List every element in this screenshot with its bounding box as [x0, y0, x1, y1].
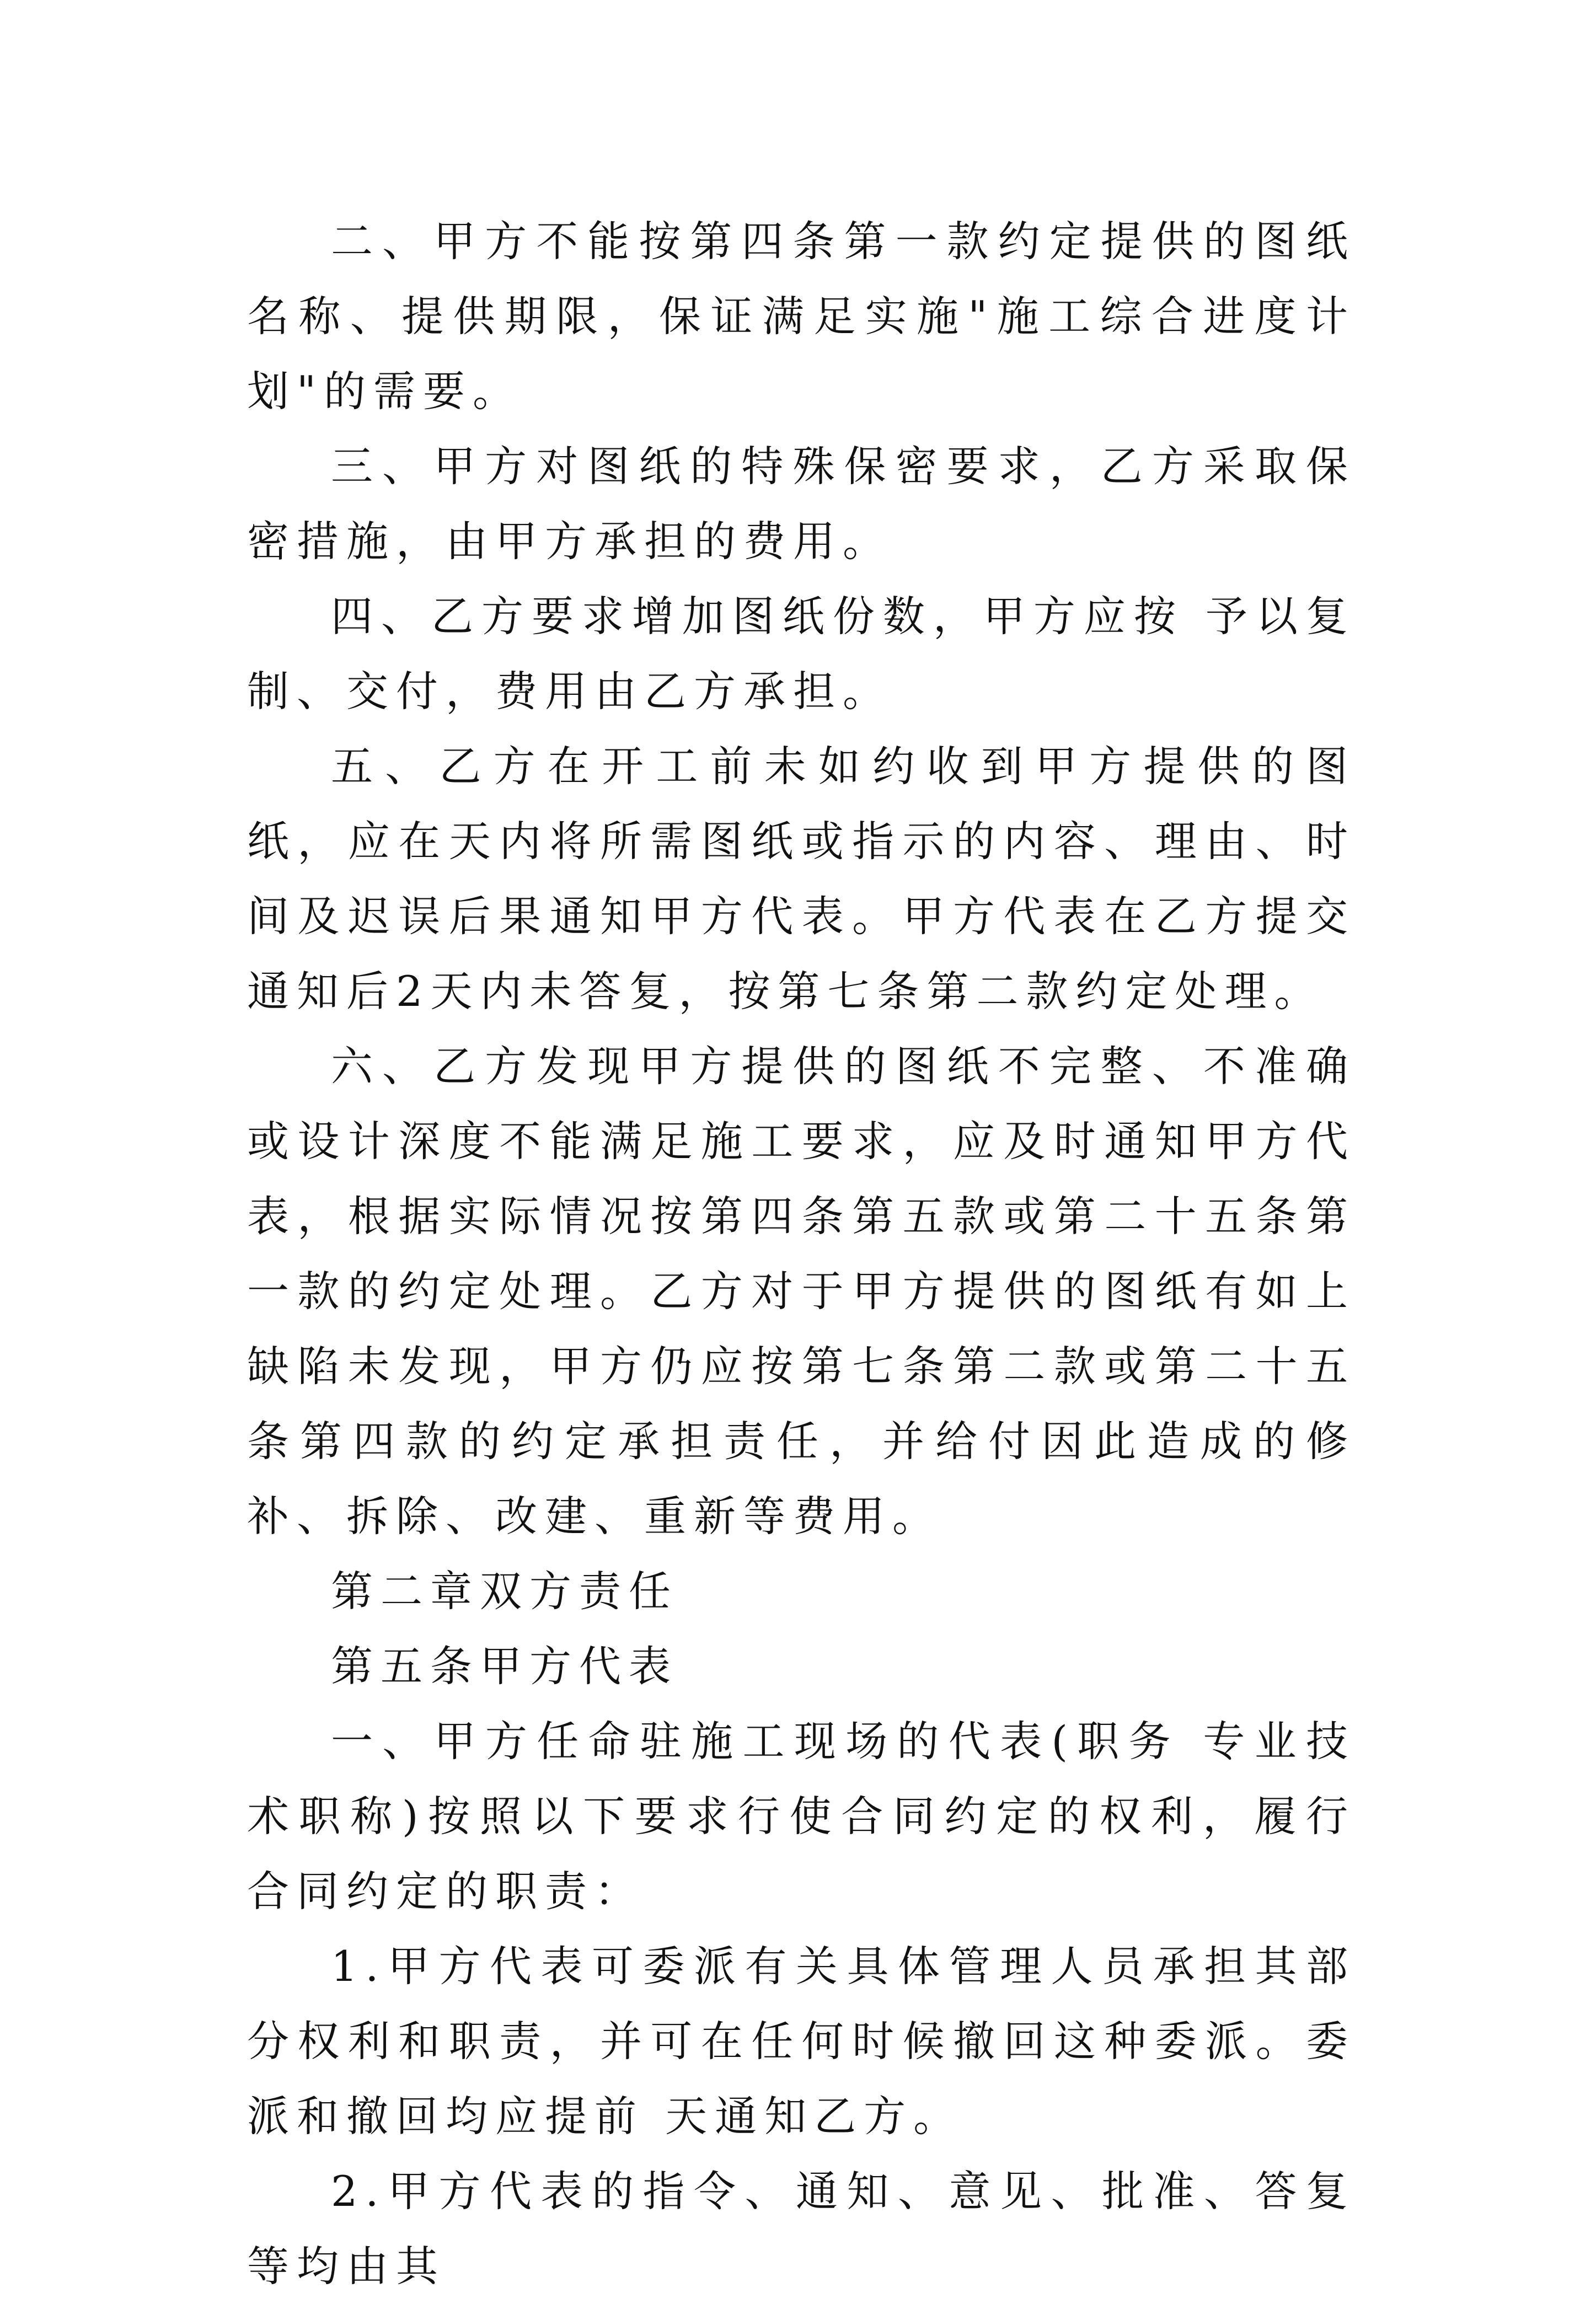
paragraph-item-2: 2.甲方代表的指令、通知、意见、批准、答复等均由其: [247, 2167, 1356, 2291]
paragraph-clause-4: 四、乙方要求增加图纸份数，甲方应按 予以复制、交付，费用由乙方承担。: [247, 592, 1356, 716]
article-heading: 第五条甲方代表: [331, 1642, 678, 1691]
paragraph-clause-6: 六、乙方发现甲方提供的图纸不完整、不准确或设计深度不能满足施工要求，应及时通知甲方代表，根据实际情况按第四条第五款或第二十五条第一款的约定处理。乙方对于甲方提供的图纸有如上缺陷未发现，甲方仍应按第七条第二款或第二十五条第四款的约定承担责任，并给付因此造成的修补、拆除、改建、重新等费用。: [247, 1042, 1356, 1541]
paragraph-item-1: 1.甲方代表可委派有关具体管理人员承担其部分权利和职责，并可在任何时候撤回这种委派。委派和撤回均应提前 天通知乙方。: [247, 1942, 1356, 2141]
paragraph-clause-3: 三、甲方对图纸的特殊保密要求，乙方采取保密措施，由甲方承担的费用。: [247, 442, 1356, 566]
paragraph-representative: 一、甲方任命驻施工现场的代表(职务 专业技术职称)按照以下要求行使合同约定的权利，履行合同约定的职责：: [247, 1717, 1356, 1916]
paragraph-clause-2: 二、甲方不能按第四条第一款约定提供的图纸名称、提供期限，保证满足实施"施工综合进度计划"的需要。: [247, 217, 1356, 416]
chapter-heading: 第二章双方责任: [331, 1567, 678, 1616]
paragraph-clause-5: 五、乙方在开工前未如约收到甲方提供的图纸，应在天内将所需图纸或指示的内容、理由、时间及迟误后果通知甲方代表。甲方代表在乙方提交通知后2天内未答复，按第七条第二款约定处理。: [247, 742, 1356, 1016]
document-body: [247, 204, 1356, 2304]
